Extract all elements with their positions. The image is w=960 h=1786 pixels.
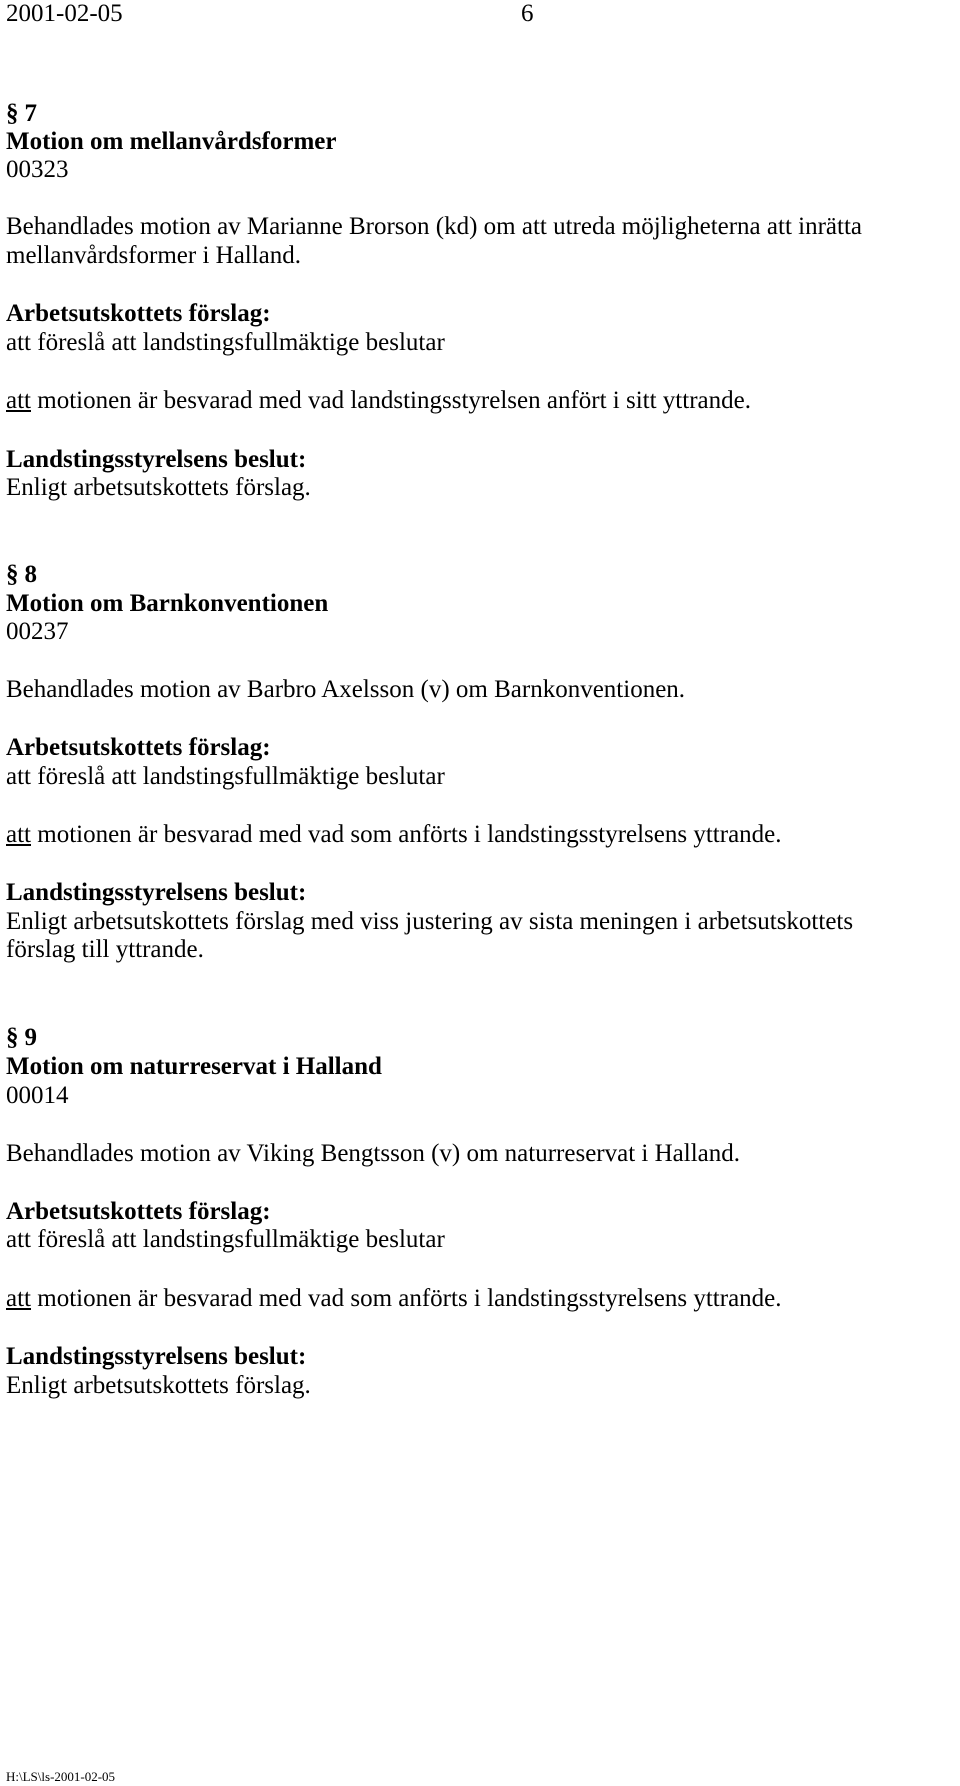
section-8-description-line-1: Behandlades motion av Barbro Axelsson (v) om Barnkonventionen. <box>6 676 686 703</box>
section-7-board-heading: Landstingsstyrelsens beslut: <box>6 446 307 473</box>
section-8-title: Motion om Barnkonventionen <box>6 590 329 617</box>
section-8-heading <box>6 559 37 591</box>
section-number: 9 <box>24 1024 37 1051</box>
section-8-proposal-text: att föreslå att landstingsfullmäktige beslutar <box>6 763 445 790</box>
section-9-decision <box>6 1283 782 1315</box>
paragraph-sign: § <box>6 1024 19 1051</box>
header-date: 2001-02-05 <box>6 0 123 27</box>
decision-text: motionen är besvarad med vad som anförts i landstingsstyrelsens yttrande. <box>31 821 782 848</box>
section-9-heading <box>6 1022 37 1054</box>
decision-text: motionen är besvarad med vad landstingsstyrelsen anfört i sitt yttrande. <box>31 387 751 414</box>
paragraph-sign: § <box>6 100 19 127</box>
section-number: 7 <box>24 100 37 127</box>
section-8-board-line-2: förslag till yttrande. <box>6 936 204 963</box>
section-7-proposal-text: att föreslå att landstingsfullmäktige beslutar <box>6 329 445 356</box>
section-7-proposal-heading: Arbetsutskottets förslag: <box>6 300 271 327</box>
section-8-board-heading: Landstingsstyrelsens beslut: <box>6 879 307 906</box>
footer-file-path: H:\LS\ls-2001-02-05 <box>6 1769 116 1784</box>
decision-text: motionen är besvarad med vad som anförts i landstingsstyrelsens yttrande. <box>31 1285 782 1312</box>
section-7-reference: 00323 <box>6 156 69 183</box>
section-9-title: Motion om naturreservat i Halland <box>6 1053 382 1080</box>
section-8-reference: 00237 <box>6 618 69 645</box>
section-8-decision <box>6 819 782 851</box>
section-7-description-line-2: mellanvårdsformer i Halland. <box>6 242 302 269</box>
section-9-board-heading: Landstingsstyrelsens beslut: <box>6 1343 307 1370</box>
section-7-title: Motion om mellanvårdsformer <box>6 128 337 155</box>
decision-att: att <box>6 387 31 414</box>
page-number: 6 <box>521 0 534 27</box>
section-7-board-line-1: Enligt arbetsutskottets förslag. <box>6 474 311 501</box>
section-9-description-line-1: Behandlades motion av Viking Bengtsson (v) om naturreservat i Halland. <box>6 1140 740 1167</box>
section-9-proposal-text: att föreslå att landstingsfullmäktige beslutar <box>6 1226 445 1253</box>
section-number: 8 <box>24 561 37 588</box>
section-9-proposal-heading: Arbetsutskottets förslag: <box>6 1198 271 1225</box>
section-9-reference: 00014 <box>6 1082 69 1109</box>
decision-att: att <box>6 1285 31 1312</box>
section-7-decision <box>6 385 751 417</box>
section-8-proposal-heading: Arbetsutskottets förslag: <box>6 734 271 761</box>
section-9-board-line-1: Enligt arbetsutskottets förslag. <box>6 1372 311 1399</box>
decision-att: att <box>6 821 31 848</box>
section-7-description-line-1: Behandlades motion av Marianne Brorson (kd) om att utreda möjligheterna att inrätta <box>6 213 862 240</box>
section-8-board-line-1: Enligt arbetsutskottets förslag med viss justering av sista meningen i arbetsutskottets <box>6 908 854 935</box>
paragraph-sign: § <box>6 561 19 588</box>
